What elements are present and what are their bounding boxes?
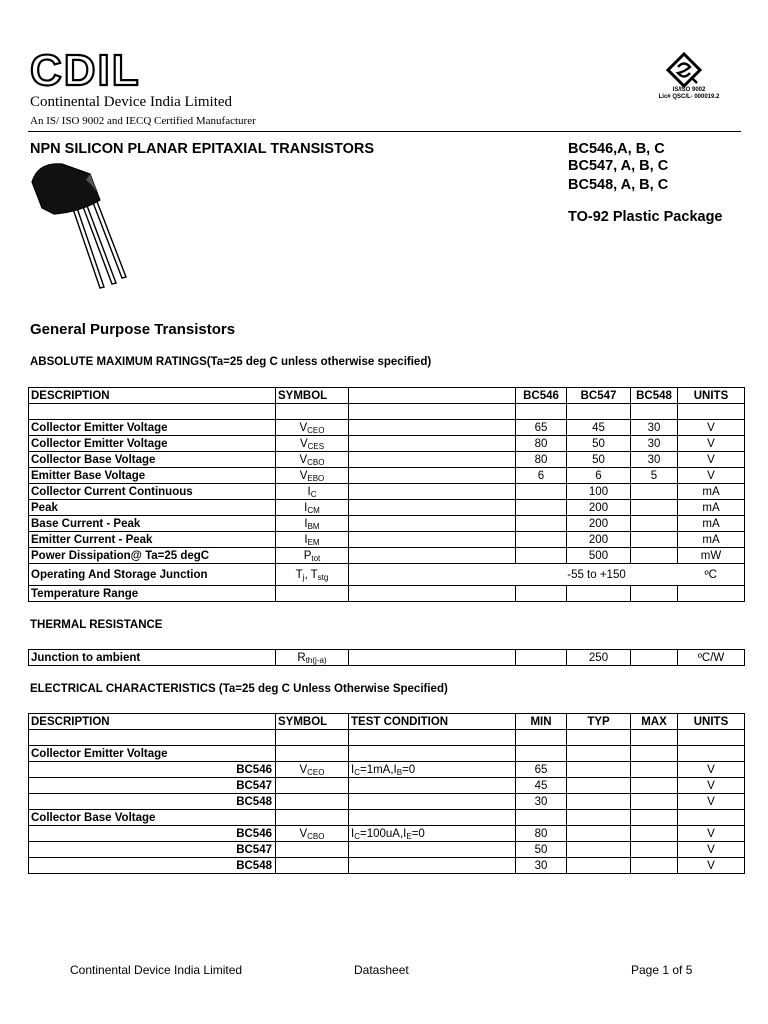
footer-doc-type: Datasheet	[354, 963, 409, 977]
row-symbol: $V_{CES}$	[276, 436, 349, 452]
abs-max-table	[28, 387, 745, 602]
row-unit: V	[678, 468, 745, 484]
header-rule	[28, 131, 741, 132]
table-row	[29, 452, 745, 468]
col-header-max: MAX	[631, 714, 678, 730]
row-min: 80	[516, 826, 567, 842]
row-value-bc546	[516, 548, 567, 564]
col-header-min: MIN	[516, 714, 567, 730]
cdil-logo: CDIL	[30, 46, 141, 95]
row-description: Emitter Current - Peak	[29, 532, 276, 548]
row-description: Operating And Storage Junction	[29, 564, 276, 586]
row-unit: ºC/W	[678, 650, 745, 666]
col-header-description: DESCRIPTION	[29, 714, 276, 730]
table-row	[29, 468, 745, 484]
row-value-bc548	[631, 532, 678, 548]
table-row	[29, 858, 745, 874]
row-part: BC547	[29, 842, 276, 858]
row-symbol: $V_{CEO}$	[276, 762, 349, 778]
row-part: BC548	[29, 858, 276, 874]
row-value-bc548	[631, 484, 678, 500]
row-value-bc546: 80	[516, 452, 567, 468]
row-value-bc546	[516, 500, 567, 516]
thermal-table	[28, 649, 745, 666]
row-description: Power Dissipation@ Ta=25 degC	[29, 548, 276, 564]
table-row-operating-junction	[29, 564, 745, 586]
row-description: Collector Emitter Voltage	[29, 436, 276, 452]
row-min: 45	[516, 778, 567, 794]
part-number-2: BC547, A, B, C	[568, 158, 669, 174]
part-number-1: BC546,A, B, C	[568, 141, 665, 157]
row-value-bc548	[631, 500, 678, 516]
row-value-bc548: 30	[631, 452, 678, 468]
part-number-3: BC548, A, B, C	[568, 177, 669, 193]
col-header-typ: TYP	[567, 714, 631, 730]
row-description: Collector Base Voltage	[29, 452, 276, 468]
row-part: BC546	[29, 762, 276, 778]
row-symbol: $I_{EM}$	[276, 532, 349, 548]
table-row	[29, 436, 745, 452]
row-description: Emitter Base Voltage	[29, 468, 276, 484]
row-min: 30	[516, 858, 567, 874]
row-unit: mA	[678, 500, 745, 516]
table-header-row	[29, 388, 745, 404]
table-row	[29, 762, 745, 778]
row-value-bc547: 500	[567, 548, 631, 564]
row-value-bc547: 50	[567, 452, 631, 468]
row-symbol: $I_{CM}$	[276, 500, 349, 516]
table-row	[29, 516, 745, 532]
row-unit: V	[678, 436, 745, 452]
row-value-bc548: 30	[631, 420, 678, 436]
footer-page-number: Page 1 of 5	[631, 963, 693, 977]
row-value-bc546: 80	[516, 436, 567, 452]
table-row	[29, 532, 745, 548]
row-unit: mA	[678, 484, 745, 500]
row-value-bc547: 6	[567, 468, 631, 484]
row-unit: ºC	[678, 564, 745, 586]
row-unit: mW	[678, 548, 745, 564]
row-value-bc547: 100	[567, 484, 631, 500]
col-header-symbol: SYMBOL	[276, 388, 349, 404]
table-row	[29, 794, 745, 810]
row-value-bc547: 200	[567, 500, 631, 516]
row-symbol: $P_{tot}$	[276, 548, 349, 564]
table-row	[29, 826, 745, 842]
row-value-bc547: 50	[567, 436, 631, 452]
row-symbol: $I_C$	[276, 484, 349, 500]
row-value-bc547: 200	[567, 532, 631, 548]
row-value-bc547: 200	[567, 516, 631, 532]
row-test-condition: $I_C=100uA,I_E=0$	[349, 826, 516, 842]
row-value-bc547: 45	[567, 420, 631, 436]
product-title: NPN SILICON PLANAR EPITAXIAL TRANSISTORS	[30, 141, 374, 157]
col-header-description: DESCRIPTION	[29, 388, 276, 404]
table-header-row	[29, 714, 745, 730]
row-description: Temperature Range	[29, 586, 276, 602]
row-test-condition: $I_C=1mA,I_B=0$	[349, 762, 516, 778]
col-header-bc548: BC548	[631, 388, 678, 404]
row-part: BC546	[29, 826, 276, 842]
row-value-bc546: 6	[516, 468, 567, 484]
certification-line: An IS/ ISO 9002 and IECQ Certified Manufacturer	[30, 115, 256, 127]
row-value-bc546	[516, 532, 567, 548]
abs-max-heading: ABSOLUTE MAXIMUM RATINGS(Ta=25 deg C unless otherwise specified)	[30, 356, 432, 368]
thermal-heading: THERMAL RESISTANCE	[30, 619, 163, 631]
row-description: Peak	[29, 500, 276, 516]
row-min: 30	[516, 794, 567, 810]
row-value-bc546	[516, 484, 567, 500]
row-unit: V	[678, 842, 745, 858]
footer-company: Continental Device India Limited	[70, 963, 243, 977]
group-label: Collector Base Voltage	[29, 810, 276, 826]
to92-transistor-illustration-icon	[28, 160, 128, 292]
row-value-bc546: 65	[516, 420, 567, 436]
general-purpose-heading: General Purpose Transistors	[30, 321, 236, 338]
row-unit: V	[678, 826, 745, 842]
col-header-test-condition: TEST CONDITION	[349, 714, 516, 730]
row-part: BC547	[29, 778, 276, 794]
row-symbol: $V_{CBO}$	[276, 826, 349, 842]
col-header-units: UNITS	[678, 388, 745, 404]
table-row	[29, 500, 745, 516]
row-unit: mA	[678, 532, 745, 548]
row-unit: V	[678, 420, 745, 436]
row-unit: V	[678, 452, 745, 468]
row-unit: mA	[678, 516, 745, 532]
table-group-row	[29, 810, 745, 826]
row-value-bc546	[516, 516, 567, 532]
col-header-bc546: BC546	[516, 388, 567, 404]
row-unit: V	[678, 794, 745, 810]
iso-certification-mark-icon	[664, 52, 704, 88]
row-value: 250	[567, 650, 631, 666]
company-name: Continental Device India Limited	[30, 94, 233, 110]
row-symbol: $V_{EBO}$	[276, 468, 349, 484]
col-header-bc547: BC547	[567, 388, 631, 404]
row-symbol: $I_{BM}$	[276, 516, 349, 532]
table-spacer-row	[29, 730, 745, 746]
row-value-bc548: 30	[631, 436, 678, 452]
col-header-units: UNITS	[678, 714, 745, 730]
iso-mark-line2: Lic# QSC/L- 000019.2	[658, 94, 720, 100]
row-min: 50	[516, 842, 567, 858]
col-header-blank	[349, 388, 516, 404]
row-min: 65	[516, 762, 567, 778]
table-group-row	[29, 746, 745, 762]
row-unit: V	[678, 762, 745, 778]
row-unit: V	[678, 778, 745, 794]
row-symbol: $V_{CBO}$	[276, 452, 349, 468]
row-description: Base Current - Peak	[29, 516, 276, 532]
row-description: Collector Emitter Voltage	[29, 420, 276, 436]
row-description: Collector Current Continuous	[29, 484, 276, 500]
row-symbol: $T_j$, $T_{stg}$	[276, 564, 349, 586]
row-description: Junction to ambient	[29, 650, 276, 666]
row-unit: V	[678, 858, 745, 874]
iso-mark-line1: IS/ISO 9002	[672, 87, 706, 93]
table-row-temperature-range	[29, 586, 745, 602]
table-row	[29, 548, 745, 564]
row-value-bc548	[631, 548, 678, 564]
row-part: BC548	[29, 794, 276, 810]
row-symbol: $V_{CEO}$	[276, 420, 349, 436]
package-type: TO-92 Plastic Package	[568, 209, 723, 225]
group-label: Collector Emitter Voltage	[29, 746, 276, 762]
row-symbol: $R_{th(j-a)}$	[276, 650, 349, 666]
col-header-symbol: SYMBOL	[276, 714, 349, 730]
row-value-bc548	[631, 516, 678, 532]
electrical-heading: ELECTRICAL CHARACTERISTICS (Ta=25 deg C Unless Otherwise Specified)	[30, 683, 448, 695]
table-spacer-row	[29, 404, 745, 420]
table-row	[29, 842, 745, 858]
operating-temp-range: -55 to +150	[516, 564, 678, 586]
table-row	[29, 484, 745, 500]
row-value-bc548: 5	[631, 468, 678, 484]
table-row	[29, 650, 745, 666]
electrical-table	[28, 713, 745, 874]
table-row	[29, 778, 745, 794]
table-row	[29, 420, 745, 436]
